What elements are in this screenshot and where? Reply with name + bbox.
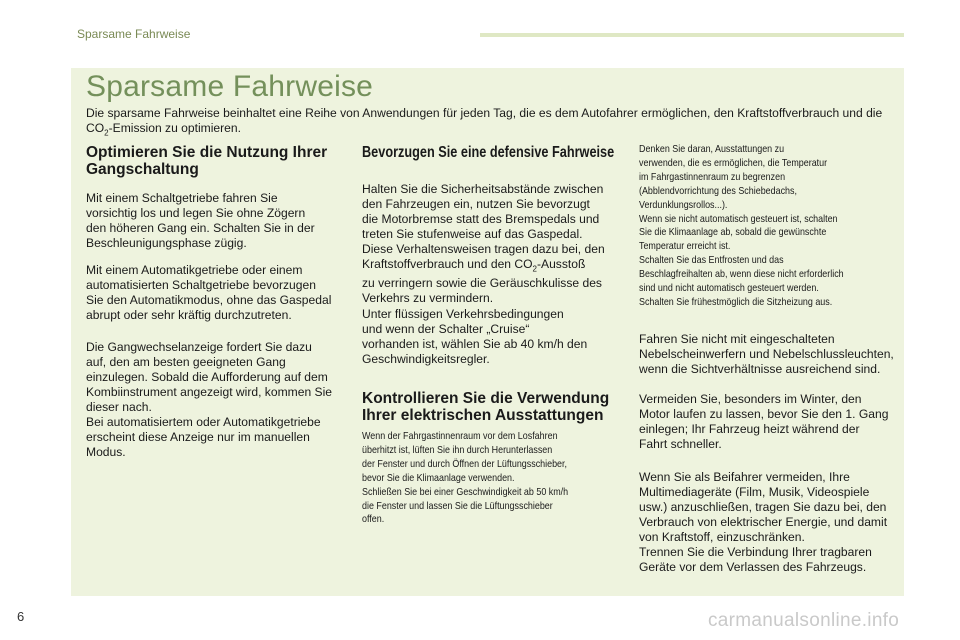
section-header-title: Sparsame Fahrweise [77, 27, 191, 41]
defensive-driving-text: Halten Sie die Sicherheitsabstände zwischen den Fahrzeugen ein, nutzen Sie bevorzugt die Motorbremse statt des Bremspedals und treten Sie stufenweise auf das Gaspedal. Diese Verhaltensweisen tragen dazu bei, den Kraftstoffverbrauch und den CO [362, 182, 605, 271]
intro-text: Die sparsame Fahrweise beinhaltet eine Reihe von Anwendungen für jeden Tag, die es dem Autofahrer ermöglichen, den Kraftstoffverbrauch und die CO [86, 106, 883, 135]
intro-co2-subscript: 2 [104, 128, 109, 138]
intro-text-end: -Emission zu optimieren. [108, 121, 241, 135]
section-header-bar [480, 33, 904, 37]
gearshift-heading: Optimieren Sie die Nutzung Ihrer Gangschaltung [86, 144, 328, 178]
multimedia-paragraph: Wenn Sie als Beifahrer vermeiden, Ihre Multimediageräte (Film, Musik, Videospiele usw.) anzuschließen, tragen Sie dazu bei, den Verbrauch von elektrischer Energie, und damit von Kraftstoff, einzuschränken. Trennen Sie die Verbindung Ihrer tragbaren Geräte vor dem Verlassen des Fahrzeugs. [639, 470, 888, 574]
engine-idle-paragraph: Vermeiden Sie, besonders im Winter, den Motor laufen zu lassen, bevor Sie den 1. Gang einlegen; Ihr Fahrzeug heizt während der Fahrt schneller. [639, 392, 889, 451]
gearshift-paragraph-automatic: Mit einem Automatikgetriebe oder einem automatisierten Schaltgetriebe bevorzugen Sie den Automatikmodus, ohne das Gaspedal abrupt oder sehr kräftig durchzutreten. [86, 263, 332, 322]
defensive-driving-heading: Bevorzugen Sie eine defensive Fahrweise [362, 144, 615, 161]
page-number: 6 [17, 609, 25, 624]
gearshift-paragraph-manual: Mit einem Schaltgetriebe fahren Sie vorsichtig los und legen Sie ohne Zögern den höheren Gang ein. Schalten Sie in der Beschleunigungsphase zügig. [86, 191, 315, 250]
intro-paragraph [86, 106, 896, 140]
defensive-driving-text-end: -Ausstoß zu verringern sowie die Geräuschkulisse des Verkehrs zu vermindern. [362, 257, 602, 306]
fog-lights-paragraph: Fahren Sie nicht mit eingeschalteten Nebelscheinwerfern und Nebelschlussleuchten, wenn die Sichtverhältnisse ausreichend sind. [639, 332, 894, 376]
defensive-driving-paragraph [362, 182, 634, 306]
watermark: carmanualsonline.info [708, 610, 900, 631]
defensive-co2-subscript: 2 [532, 264, 537, 274]
electrical-equipment-heading: Kontrollieren Sie die Verwendung Ihrer elektrischen Ausstattungen [362, 390, 610, 424]
cruise-control-paragraph: Unter flüssigen Verkehrsbedingungen und wenn der Schalter „Cruise“ vorhanden ist, wählen Sie ab 40 km/h den Geschwindigkeitsregler. [362, 307, 588, 366]
temperature-equipment-paragraph: Denken Sie daran, Ausstattungen zu verwenden, die es ermöglichen, die Temperatur im Fahrgastinnenraum zu begrenzen (Abblendvorrichtung des Schiebedachs, Verdunklungsrollos...). Wenn sie nicht automatisch gesteuert ist, schalten Sie die Klimaanlage ab, sobald die gewünschte Temperatur erreicht ist. Schalten Sie das Entfrosten und das Beschlagfreihalten ab, wenn diese nicht erforderlich sind und nicht automatisch gesteuert werden. Schalten Sie frühestmöglich die Sitzheizung aus. [639, 144, 844, 308]
gearshift-paragraph-indicator: Die Gangwechselanzeige fordert Sie dazu auf, den am besten geeigneten Gang einzulegen. Sobald die Aufforderung auf dem Kombiinstrument angezeigt wird, kommen Sie dieser nach. Bei automatisiertem oder Automatikgetriebe erscheint diese Anzeige nur im manuellen Modus. [86, 340, 333, 459]
page-title: Sparsame Fahrweise [86, 70, 374, 103]
ventilation-paragraph: Wenn der Fahrgastinnenraum vor dem Losfahren überhitzt ist, lüften Sie ihn durch Herunterlassen der Fenster und durch Öffnen der Lüftungsschieber, bevor Sie die Klimaanlage verwenden. Schließen Sie bei einer Geschwindigkeit ab 50 km/h die Fenster und lassen Sie die Lüftungsschieber offen. [362, 431, 569, 526]
